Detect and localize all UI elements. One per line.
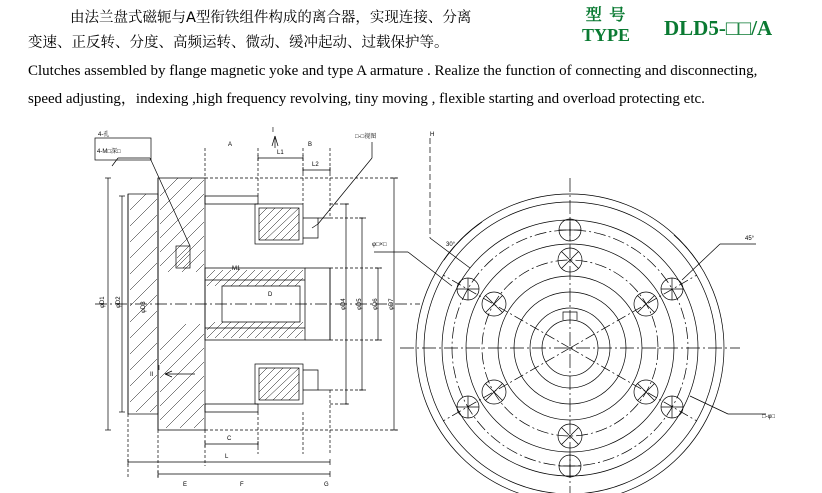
label-dim-phi-d5: φD5 — [357, 298, 363, 310]
type-label — [582, 4, 630, 46]
label-dim-l1: L1 — [277, 150, 284, 156]
label-dim-phi-d1: φD1 — [100, 296, 106, 308]
label-dim-m1: M1 — [232, 266, 241, 272]
label-dim-l2: L2 — [312, 162, 319, 168]
label-dim-e: E — [183, 482, 188, 488]
label-section-mark-top: I — [272, 127, 274, 134]
label-dim-c: C — [227, 436, 232, 442]
label-dim-b: B — [308, 142, 313, 148]
label-hole-circle-note: φ□×□ — [372, 242, 387, 248]
label-hole-note: 4-孔 — [98, 132, 110, 138]
english-description-line2: speed adjusting，indexing ,high frequency revolving, tiny moving , flexible starting and overload protecting etc. — [28, 91, 705, 107]
label-dim-h: H — [430, 132, 435, 138]
label-dim-phi-d6: φD6 — [373, 298, 379, 310]
label-view-mark-right: □-□视图 — [355, 134, 377, 140]
label-dim-phi-d3: φD3 — [141, 301, 147, 313]
label-dim-d: D — [268, 292, 273, 298]
label-angle-45: 45° — [745, 236, 755, 242]
label-dim-phi-d2: φD2 — [116, 296, 122, 308]
label-dim-g: G — [324, 482, 329, 488]
technical-drawing — [0, 118, 822, 493]
label-angle-30: 30° — [446, 242, 456, 248]
chinese-description-line2: 变速、正反转、分度、高频运转、微动、缓冲起动、过载保护等。 — [28, 35, 449, 51]
chinese-description-line1: 由法兰盘式磁轭与A型衔铁组件构成的离合器，实现连接、分离 — [70, 10, 472, 26]
english-description-line1: Clutches assembled by flange magnetic yoke and type A armature . Realize the function of connecting and disconnecting, — [28, 63, 758, 79]
label-dim-phi-d7: φD7 — [389, 298, 395, 310]
label-bolt-note: □-φ□ — [762, 414, 776, 420]
label-dim-f: F — [240, 482, 244, 488]
label-detail-mark: II — [150, 372, 154, 378]
label-thread-depth-note: 4-M□深□ — [97, 149, 121, 155]
label-dim-phi-d4: φD4 — [341, 298, 347, 310]
type-label-cn: 型 号 — [585, 5, 627, 24]
label-section-mark-bottom: I — [158, 365, 160, 372]
label-dim-a: A — [228, 142, 233, 148]
type-code: DLD5-□□/A — [664, 16, 773, 40]
label-dim-l: L — [225, 454, 229, 460]
type-label-en: TYPE — [582, 25, 631, 45]
